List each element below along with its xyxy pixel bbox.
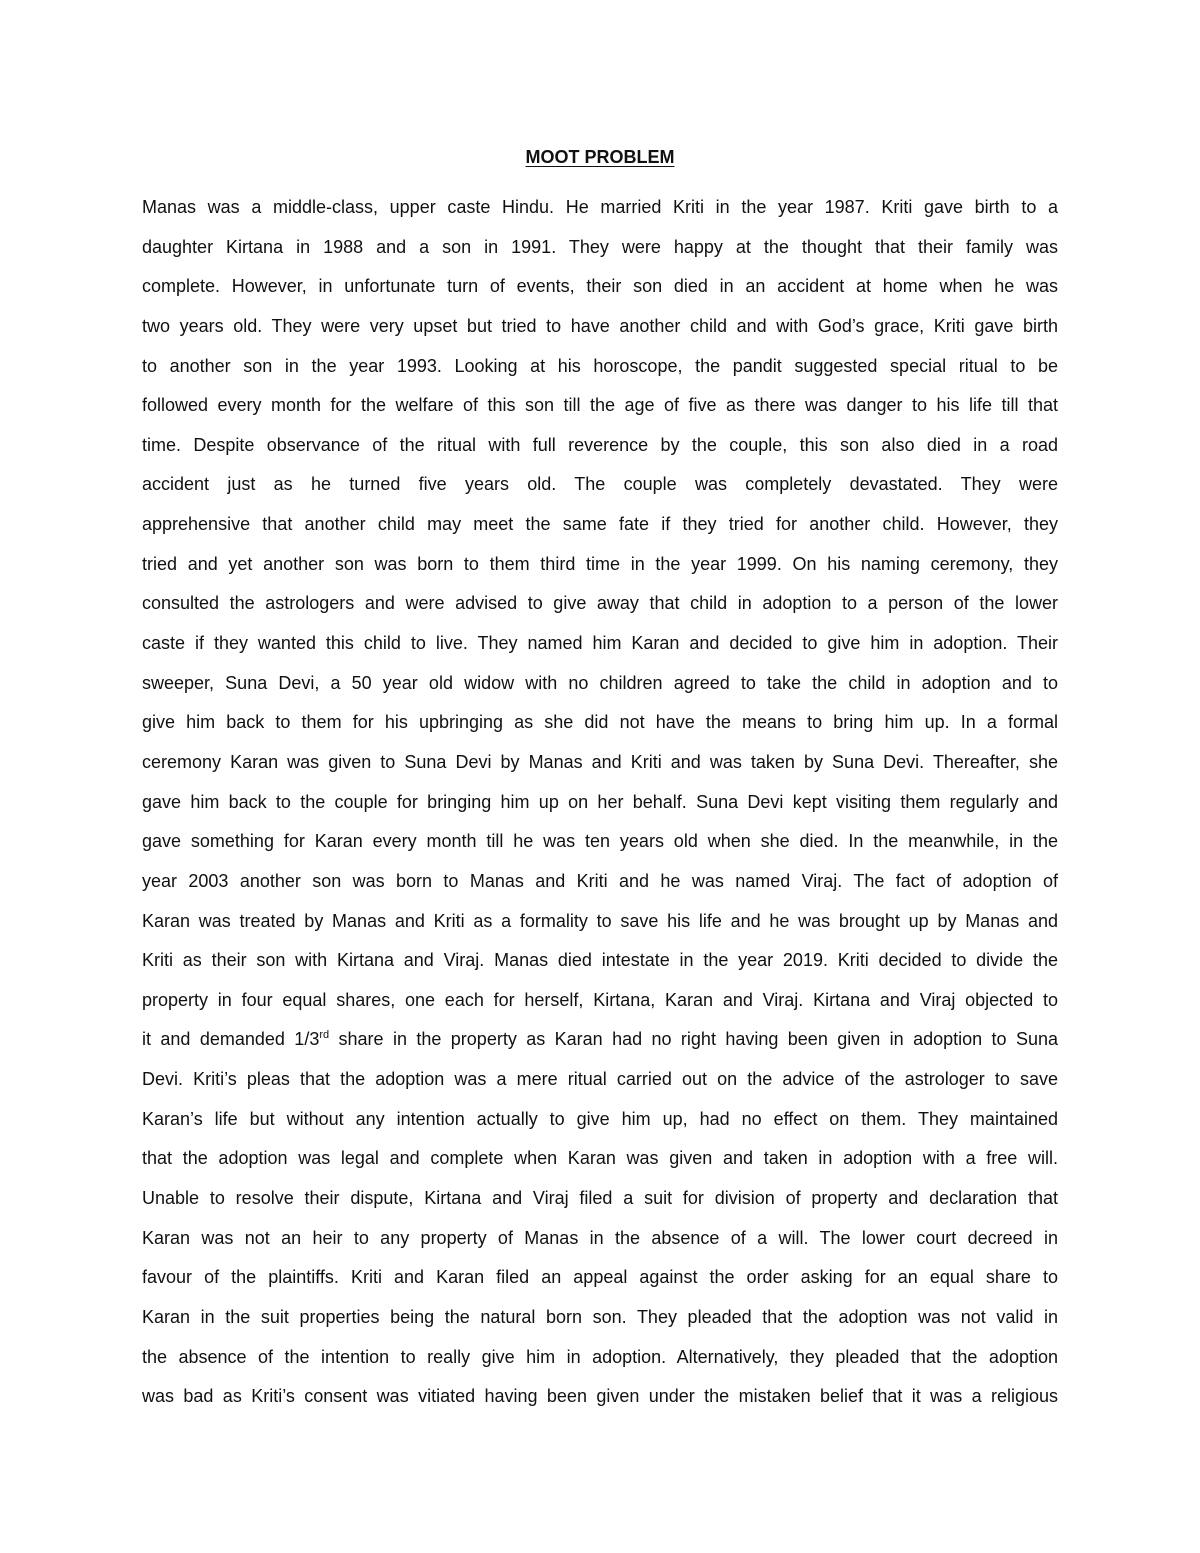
share-superscript: rd [319,1029,330,1042]
text-line: that the adoption was legal and complete when Karan was given and taken in adoption with a free will. [142,1148,1058,1169]
text-line: gave something for Karan every month till he was ten years old when she died. In the meanwhile, in the [142,831,1058,852]
share-text-pre: it and demanded 1/3 [142,1029,320,1050]
document-body [142,188,1058,1417]
text-line: sweeper, Suna Devi, a 50 year old widow with no children agreed to take the child in adoption and to [142,672,1058,693]
text-line: complete. However, in unfortunate turn of events, their son died in an accident at home when he was [142,276,1058,297]
text-line-share [142,1020,1058,1060]
text-line: to another son in the year 1993. Looking at his horoscope, the pandit suggested special ritual to be [142,355,1058,376]
text-line: followed every month for the welfare of this son till the age of five as there was danger to his life till that [142,395,1058,416]
text-line: Unable to resolve their dispute, Kirtana and Viraj filed a suit for division of property and declaration that [142,1188,1058,1209]
share-text-post: share in the property as Karan had no right having been given in adoption to Suna [329,1029,1058,1050]
text-line: daughter Kirtana in 1988 and a son in 1991. They were happy at the thought that their family was [142,236,1058,257]
text-line: Karan’s life but without any intention actually to give him up, had no effect on them. They maintained [142,1108,1058,1129]
text-line: caste if they wanted this child to live. They named him Karan and decided to give him in adoption. Their [142,633,1058,654]
page-title: MOOT PROBLEM [525,147,675,167]
text-line: time. Despite observance of the ritual with full reverence by the couple, this son also died in a road [142,434,1058,455]
text-line: property in four equal shares, one each for herself, Kirtana, Karan and Viraj. Kirtana and Viraj objected to [142,989,1058,1010]
text-line: ceremony Karan was given to Suna Devi by Manas and Kriti and was taken by Suna Devi. Thereafter, she [142,751,1058,772]
text-line: Karan was treated by Manas and Kriti as a formality to save his life and he was brought up by Manas and [142,910,1058,931]
text-line: was bad as Kriti’s consent was vitiated having been given under the mistaken belief that it was a religious [142,1386,1058,1407]
text-line: Devi. Kriti’s pleas that the adoption was a mere ritual carried out on the advice of the astrologer to save [142,1069,1058,1090]
text-line: tried and yet another son was born to them third time in the year 1999. On his naming ceremony, they [142,553,1058,574]
text-line: favour of the plaintiffs. Kriti and Karan filed an appeal against the order asking for an equal share to [142,1267,1058,1288]
text-line: year 2003 another son was born to Manas and Kriti and he was named Viraj. The fact of adoption of [142,870,1058,891]
text-line: gave him back to the couple for bringing him up on her behalf. Suna Devi kept visiting them regularly and [142,791,1058,812]
text-line: give him back to them for his upbringing as she did not have the means to bring him up. In a formal [142,712,1058,733]
text-line: Karan in the suit properties being the natural born son. They pleaded that the adoption was not valid in [142,1306,1058,1327]
text-line: Kriti as their son with Kirtana and Viraj. Manas died intestate in the year 2019. Kriti decided to divide the [142,950,1058,971]
text-line: Karan was not an heir to any property of Manas in the absence of a will. The lower court decreed in [142,1227,1058,1248]
text-line: the absence of the intention to really give him in adoption. Alternatively, they pleaded that the adoption [142,1346,1058,1367]
text-line: two years old. They were very upset but tried to have another child and with God’s grace, Kriti gave birth [142,315,1058,336]
text-line: Manas was a middle-class, upper caste Hindu. He married Kriti in the year 1987. Kriti gave birth to a [142,197,1058,217]
text-line: accident just as he turned five years old. The couple was completely devastated. They were [142,474,1058,495]
text-line: consulted the astrologers and were advised to give away that child in adoption to a person of the lower [142,593,1058,614]
text-line: apprehensive that another child may meet the same fate if they tried for another child. However, they [142,514,1058,535]
